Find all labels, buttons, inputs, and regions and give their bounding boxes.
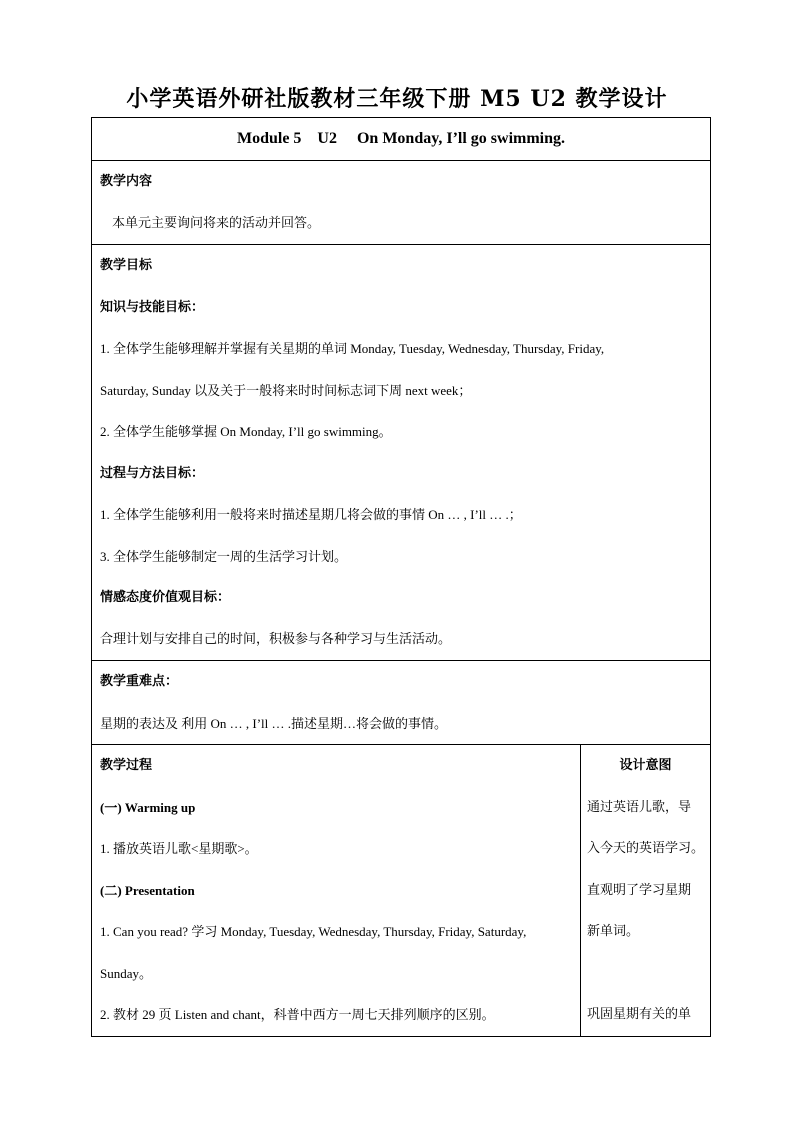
difficulty-text: 星期的表达及 利用 On … , I’ll … .描述星期…将会做的事情。 bbox=[100, 715, 448, 731]
intent-line: 通过英语儿歌，导 bbox=[586, 799, 691, 815]
lesson-plan-table bbox=[91, 117, 711, 1037]
module-title: Module 5 U2 On Monday, I’ll go swimming. bbox=[236, 130, 566, 147]
knowledge-heading: 知识与技能目标： bbox=[100, 299, 205, 315]
presentation-heading: (二) Presentation bbox=[100, 882, 195, 898]
process-section bbox=[92, 745, 710, 1036]
knowledge-item-1-line1: 1. 全体学生能够理解并掌握有关星期的单词 Monday, Tuesday, Wednesday, Thursday, Friday, bbox=[100, 341, 605, 356]
intent-column bbox=[581, 745, 710, 1036]
knowledge-item-2: 2. 全体学生能够掌握 On Monday, I’ll go swimming。 bbox=[100, 424, 392, 439]
objectives-section bbox=[92, 245, 710, 661]
emotion-text: 合理计划与安排自己的时间，积极参与各种学习与生活活动。 bbox=[100, 631, 452, 647]
presentation-item-1-line2: Sunday。 bbox=[100, 965, 153, 981]
presentation-item-1-line1: 1. Can you read? 学习 Monday, Tuesday, Wednesday, Thursday, Friday, Saturday, bbox=[100, 924, 527, 939]
process-goal-3: 3. 全体学生能够制定一周的生活学习计划。 bbox=[100, 548, 348, 564]
warmup-heading: (一) Warming up bbox=[100, 799, 196, 815]
process-heading: 教学过程 bbox=[100, 758, 153, 773]
emotion-heading: 情感态度价值观目标： bbox=[100, 590, 231, 605]
content-text: 本单元主要询问将来的活动并回答。 bbox=[112, 215, 321, 231]
content-section bbox=[92, 161, 710, 245]
process-goal-1: 1. 全体学生能够利用一般将来时描述星期几将会做的事情 On … , I’ll … .； bbox=[100, 507, 522, 522]
process-goal-heading: 过程与方法目标： bbox=[100, 465, 205, 481]
intent-line: 入今天的英语学习。 bbox=[586, 841, 704, 856]
intent-line: 巩固星期有关的单 bbox=[586, 1007, 691, 1022]
page-title: 小学英语外研社版教材三年级下册 M5 U2 教学设计 bbox=[126, 86, 668, 112]
intent-line bbox=[587, 953, 704, 995]
presentation-item-2: 2. 教材 29 页 Listen and chant，科普中西方一周七天排列顺序的区别。 bbox=[100, 1007, 495, 1022]
objectives-heading: 教学目标 bbox=[100, 258, 153, 273]
warmup-item-1: 1. 播放英语儿歌<星期歌>。 bbox=[100, 841, 258, 856]
content-heading: 教学内容 bbox=[100, 174, 153, 189]
process-column bbox=[92, 745, 581, 1036]
knowledge-item-1-line2: Saturday, Sunday 以及关于一般将来时时间标志词下周 next week； bbox=[100, 382, 472, 398]
intent-line: 直观明了学习星期 bbox=[586, 882, 691, 898]
module-header bbox=[92, 118, 710, 161]
difficulty-section bbox=[92, 661, 710, 745]
intent-line: 新单词。 bbox=[586, 924, 639, 939]
difficulty-heading: 教学重难点： bbox=[100, 674, 179, 689]
intent-heading: 设计意图 bbox=[619, 758, 672, 773]
